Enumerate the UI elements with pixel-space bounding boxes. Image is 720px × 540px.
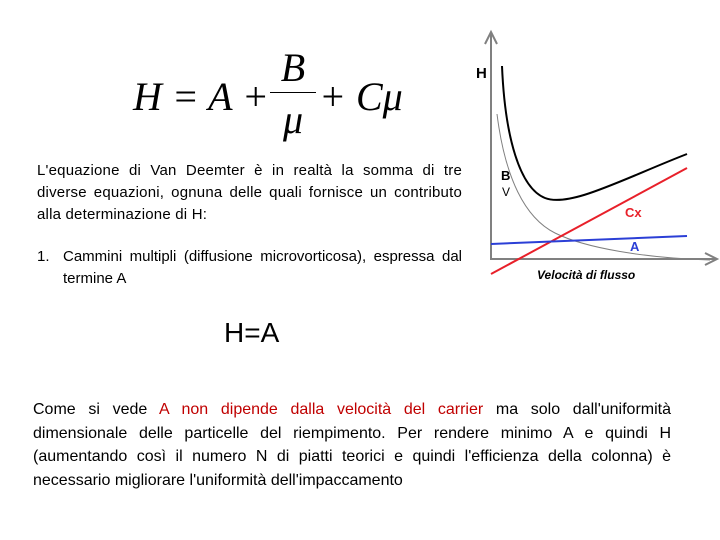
explanation-highlight: A non dipende dalla velocità del carrier [159,401,484,418]
explanation-paragraph [33,398,671,492]
van-deemter-diagram [475,28,720,290]
explanation-before: Come si vede [33,401,160,418]
h-equals-a-label: H=A [224,317,280,348]
v-label: V [502,185,511,199]
explanation-after: ma solo dall'uniformità dimensionale delle particelle del riempimento. Per rendere minimo A e quindi H (aumentando così il numero N di piatti teorici e quindi l'efficienza della colonna) è necessario migliorare l'uniformità dell'impaccamento [33,401,672,489]
formula-fraction-bar [270,92,316,93]
list-item-text: Cammini multipli (diffusione microvorticosa), espressa dal termine A [63,248,462,287]
formula-rhs: + Cμ [319,74,403,119]
intro-paragraph: L'equazione di Van Deemter è in realtà la somma di tre diverse equazioni, ognuna delle quali fornisce un contributo alla determinazione di H: [37,162,462,223]
b-curve [497,114,710,260]
a-line [491,236,687,244]
h-curve [502,66,687,200]
y-axis-label: H [476,65,487,82]
a-label: A [630,239,640,254]
formula-denominator: μ [282,97,304,142]
x-axis-label: Velocità di flusso [537,268,636,282]
list-item-1 [37,246,462,290]
list-item-number: 1. [37,248,50,265]
formula-lhs: H = A + [133,74,279,119]
van-deemter-formula [133,40,403,145]
cx-label: Cx [625,205,642,220]
b-label: B [501,168,511,183]
formula-numerator: B [280,45,306,90]
